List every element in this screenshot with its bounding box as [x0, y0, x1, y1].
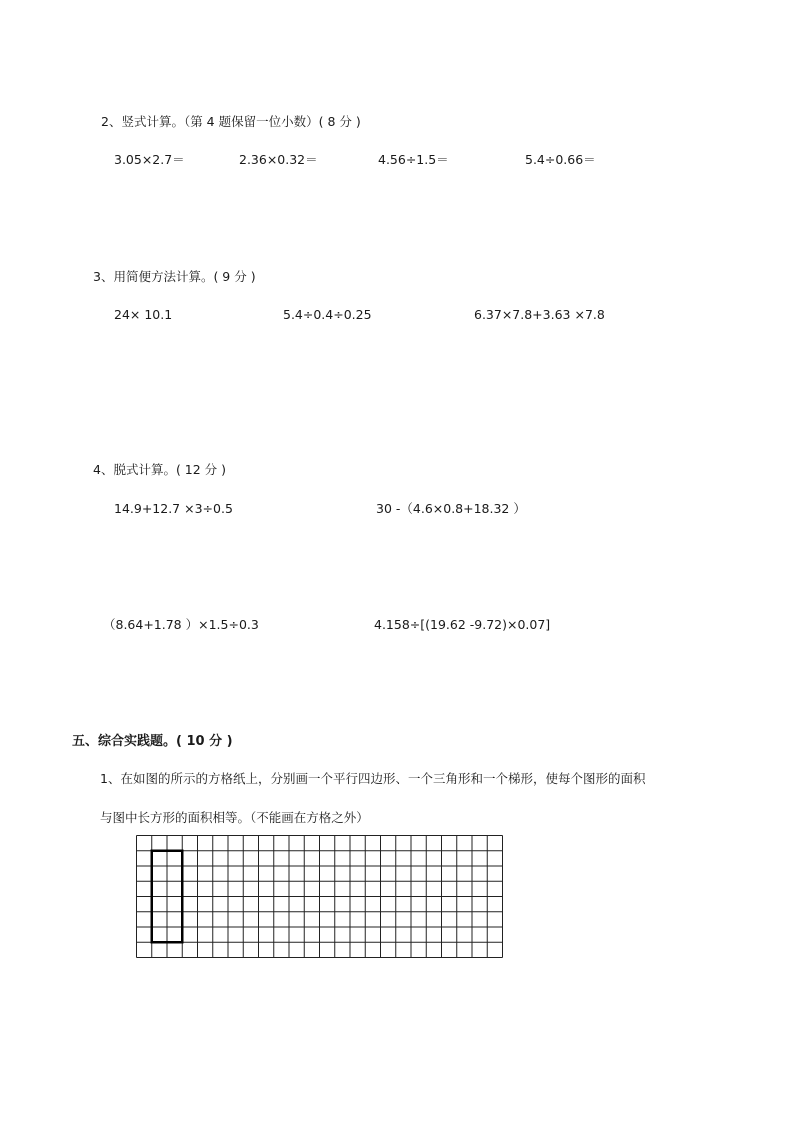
q2-title: 2、竖式计算。（第 4 题保留一位小数）( 8 分 )	[101, 114, 361, 129]
q4-title: 4、脱式计算。( 12 分 )	[93, 462, 227, 477]
q4-item-2: 30 -（4.6×0.8+18.32 ）	[376, 501, 526, 516]
q3-item-2: 5.4÷0.4÷0.25	[283, 307, 372, 322]
q4-item-1: 14.9+12.7 ×3÷0.5	[114, 501, 233, 516]
section5-q1-line2: 与图中长方形的面积相等。（不能画在方格之外）	[100, 810, 369, 825]
section5-heading: 五、综合实践题。( 10 分 )	[72, 734, 233, 749]
q2-item-1: 3.05×2.7＝	[114, 152, 185, 167]
q4-item-4: 4.158÷[(19.62 -9.72)×0.07]	[374, 617, 551, 632]
q2-item-4: 5.4÷0.66＝	[525, 152, 596, 167]
q3-item-1: 24× 10.1	[114, 307, 173, 322]
q2-item-2: 2.36×0.32＝	[239, 152, 318, 167]
grid-paper	[136, 835, 506, 961]
q3-title: 3、用简便方法计算。( 9 分 )	[93, 269, 256, 284]
section5-q1-line1: 1、在如图的所示的方格纸上，分别画一个平行四边形、一个三角形和一个梯形，使每个图形的面积	[100, 771, 646, 786]
q2-item-3: 4.56÷1.5＝	[378, 152, 449, 167]
q3-item-3: 6.37×7.8+3.63 ×7.8	[474, 307, 605, 322]
q4-item-3: （8.64+1.78 ）×1.5÷0.3	[103, 617, 259, 632]
